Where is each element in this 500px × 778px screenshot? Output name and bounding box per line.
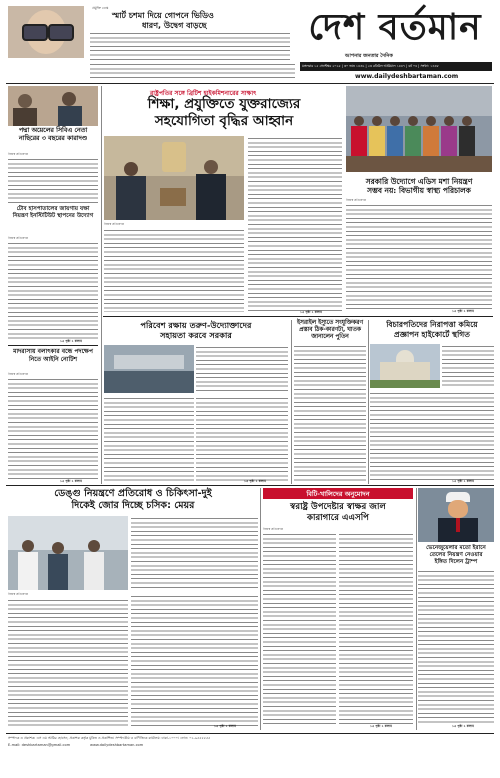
israel-body [294, 344, 366, 482]
left-story2-body [8, 241, 98, 341]
judge-continued[interactable]: ১৩ পৃষ্ঠা ২ কলাম [452, 479, 475, 483]
judge-body-2 [370, 391, 494, 481]
env-continued[interactable]: ১৩ পৃষ্ঠা ২ কলাম [244, 479, 267, 483]
mayor-body-2 [8, 598, 128, 726]
bt-byline: নিজস্ব প্রতিবেদক [263, 527, 284, 531]
env-photo [104, 345, 194, 393]
dengue-photo [346, 86, 492, 172]
bt-continued[interactable]: ১৩ পৃষ্ঠা ২ কলাম [370, 724, 393, 728]
env-headline-2[interactable]: সহায়তা করবে সরকার [160, 330, 232, 340]
upper-section-rule [103, 316, 493, 317]
left-story1-headline[interactable]: পদ্মা অয়েলের সিবিএ নেতা নাছিরের ৩ বছরের কারাদণ্ড [18, 127, 88, 142]
lead-headline-2[interactable]: সহযোগিতা বৃদ্ধির আহ্বান [154, 113, 294, 129]
env-body-2 [104, 396, 194, 482]
bt-body-2 [339, 532, 413, 726]
masthead-rule [6, 83, 494, 84]
mayor-photo [8, 516, 128, 590]
judge-headline-1[interactable]: বিচারপতিদের নিরাপত্তা কমিয়ে [386, 320, 478, 329]
lead-byline: নিজস্ব প্রতিবেদক [104, 222, 125, 226]
teaser-photo [8, 6, 84, 58]
left-divider [8, 345, 98, 346]
mayor-headline-1[interactable]: ডেঙ্গু নিয়ন্ত্রণে প্রতিরোধ ও চিকিৎসা-দুই [54, 488, 212, 499]
trump-headline-3[interactable]: ইঙ্গিত দিলেন ট্রাম্প [434, 559, 478, 565]
middle-section-rule [6, 485, 494, 486]
bt-kicker: বিটি-খালিদের অনুমোদন [306, 490, 370, 498]
left-story2-byline: নিজস্ব প্রতিবেদক [8, 236, 29, 240]
dengue-body [346, 203, 492, 309]
left-story3-byline: নিজস্ব প্রতিবেদক [8, 372, 29, 376]
env-body-3 [196, 396, 288, 482]
lead-headline-1[interactable]: শিক্ষা, প্রযুক্তিতে যুক্তরাজ্যের [147, 96, 301, 112]
israel-headline-1[interactable]: ইসরাইল ইস্যুতে সংযুক্তিকরণ [297, 320, 363, 326]
israel-headline-3[interactable]: জানালেন পুতিন [311, 334, 349, 340]
left-story3-headline[interactable]: মাদরাসায় বলাৎকার বন্ধে পদক্ষেপ নিতে আইনি নোটিশ [13, 348, 93, 363]
trump-continued[interactable]: ১৩ পৃষ্ঠা ২ কলাম [452, 724, 475, 728]
left-col-rule [101, 86, 102, 484]
left-photo [8, 86, 98, 126]
env-body-1 [196, 345, 288, 393]
lead-continued[interactable]: ১৩ পৃষ্ঠা ২ কলাম [300, 310, 323, 314]
env-headline-1[interactable]: পরিবেশ রক্ষায় তরুণ-উদ্যোক্তাদের [140, 320, 252, 330]
footer-imprint: সম্পাদক ও প্রকাশক: এস এম আমির হোসেন, প্রকাশক কর্তৃক মুদ্রিত ও প্রকাশিত। সম্পাদকীয় ও বাণিজ্যিক কার্যালয়: ঢাকা-১০০০। ফোন: ০২-৯৫৫৫৫৫৫ [8, 736, 211, 740]
footer-rule [6, 733, 494, 734]
left-story1-body [8, 157, 98, 205]
mayor-continued[interactable]: ১৩ পৃষ্ঠা ২ কলাম [214, 724, 237, 728]
lead-kicker: রাষ্ট্রপতির সঙ্গে ব্রিটিশ হাইকমিশনারের সাক্ষাৎ [150, 90, 257, 97]
trump-headline-1[interactable]: ভেনেজুয়েলার মতো ইরানে [426, 545, 486, 551]
israel-headline-2[interactable]: প্রস্তাব ঠিক-কারণটা, ঘাতক [299, 327, 361, 333]
dengue-headline-1[interactable]: সরকারি উদ্যোগে এডিস মশা নিয়ন্ত্রণ [365, 177, 473, 186]
masthead-website[interactable]: www.dailydeshbartaman.com [355, 73, 459, 80]
teaser-body-2 [90, 62, 295, 80]
lead-body-left [104, 228, 244, 312]
judge-col-rule [368, 320, 369, 484]
left-story2-headline[interactable]: টোব হাসপাতালের জায়গায় যক্ষা নিয়ন্ত্রণ ইনস্টিটিউট স্থাপনের উদ্যোগ [12, 206, 94, 219]
dengue-continued[interactable]: ১৩ পৃষ্ঠা ২ কলাম [452, 309, 475, 313]
lead-body-right [248, 136, 342, 312]
left-story2-continued[interactable]: ১৩ পৃষ্ঠা ২ কলাম [60, 339, 83, 343]
bt-body-1 [263, 532, 336, 726]
footer-email[interactable]: E-mail: deshbartaman@gmail.com [8, 743, 71, 747]
footer-website[interactable]: www.dailydeshbartaman.com [90, 743, 144, 747]
left-story3-continued[interactable]: ১৩ পৃষ্ঠা ২ কলাম [60, 479, 83, 483]
trump-headline-2[interactable]: তেলের নিয়ন্ত্রণ নেওয়ার [429, 552, 483, 558]
judge-headline-2[interactable]: প্রজ্ঞাপন হাইকোর্টে স্থগিত [394, 330, 470, 339]
masthead-logo[interactable]: দেশ বর্তমান [308, 7, 482, 48]
left-story3-body [8, 377, 98, 481]
judge-body-1 [442, 344, 494, 388]
teaser-headline-1[interactable]: স্মার্ট চশমা দিয়ে গোপনে ভিডিও [112, 11, 214, 20]
teaser-body [90, 31, 290, 61]
teaser-headline-2[interactable]: ধারণ, উদ্বেগ বাড়ছে [142, 21, 207, 30]
court-photo [370, 344, 440, 388]
mid-col-rule [291, 320, 292, 484]
bt-headline-2[interactable]: কারাগারে এএসপি [306, 513, 370, 523]
mayor-body-3 [131, 594, 258, 726]
trump-body [418, 569, 494, 726]
dengue-byline: নিজস্ব প্রতিবেদক [346, 198, 367, 202]
teaser-kicker: প্রযুক্তি ডেস্ক [92, 6, 109, 10]
bt-headline-1[interactable]: স্বরাষ্ট্র উপদেষ্টার স্বাক্ষর জাল [290, 502, 386, 512]
trump-photo [418, 488, 494, 542]
mayor-headline-2[interactable]: দিকেই জোর দিচ্ছে চসিক: মেয়র [71, 500, 195, 511]
mayor-byline: নিজস্ব প্রতিবেদক [8, 592, 29, 596]
mayor-body-1 [131, 516, 258, 590]
dateline: মঙ্গলবার ১৫ সেপ্টেম্বর ২০২৫ | ৩০ ভাদ্র ১৪৩২ | ২৩ রবিউল আউয়াল ১৪৪৭ | বর্ষ ০৪ | সংখ্যা: ১৪৪৮ [302, 63, 439, 68]
dengue-headline-2[interactable]: সম্ভব নয়: বিভাগীয় স্বাস্থ্য পরিচালক [367, 186, 471, 195]
bt-col-rule [260, 488, 261, 730]
lead-photo [104, 136, 244, 220]
trump-col-rule [416, 488, 417, 730]
left-story1-byline: নিজস্ব প্রতিবেদক [8, 152, 29, 156]
masthead-tagline: আপনার জনতার দৈনিক [345, 53, 393, 59]
